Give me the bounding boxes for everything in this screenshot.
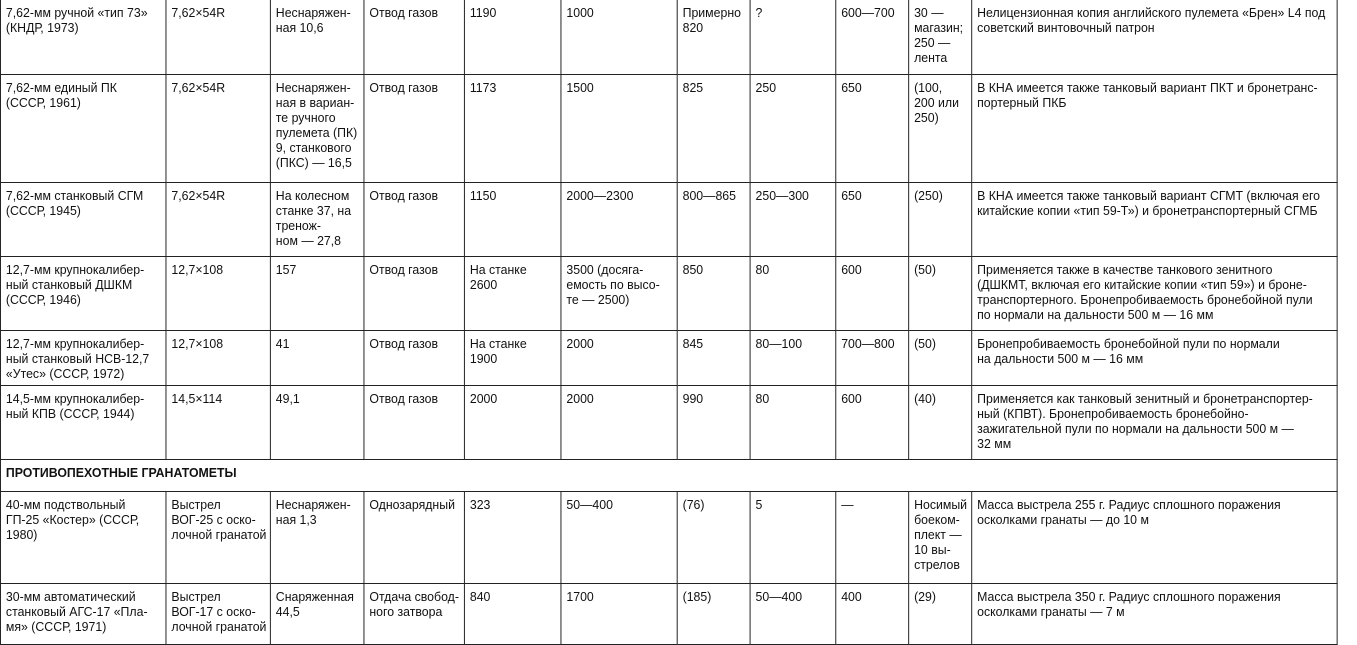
cell-caliber: 12,7×108 [166,330,270,385]
cell-notes: Применяется также в качестве танкового зенитного (ДШКМТ, включая его китайские копии «тип 59») и броне- транспортерного. Бронепробиваемость бронебойной пули по нормали на дальности 500 м — 16 мм [972,256,1337,330]
cell-length: На станке 1900 [464,330,561,385]
cell-length: 1150 [464,182,561,256]
cell-name: 12,7-мм крупнокалибер- ный станковый ДШКМ (СССР, 1946) [0,256,165,330]
cell-rate-technical: 400 [836,583,909,644]
cell-velocity: 825 [677,74,750,182]
table-row [0,256,1337,330]
table-row [0,330,1337,385]
cell-length: 323 [464,491,561,583]
cell-mass: Снаряженная 44,5 [270,583,364,644]
cell-rate-technical: 600—700 [836,0,909,74]
cell-name: 14,5-мм крупнокалибер- ный КПВ (СССР, 1944) [0,385,165,459]
cell-rate-practical: 80 [750,256,836,330]
cell-velocity: (76) [677,491,750,583]
cell-velocity: 850 [677,256,750,330]
cell-range: 2000 [561,330,677,385]
cell-rate-practical: 250 [750,74,836,182]
cell-name: 7,62-мм ручной «тип 73» (КНДР, 1973) [0,0,165,74]
cell-notes: Нелицензионная копия английского пулемета «Брен» L4 под советский винтовочный патрон [972,0,1337,74]
cell-velocity: 800—865 [677,182,750,256]
cell-length: На станке 2600 [464,256,561,330]
cell-ammo: (100, 200 или 250) [909,74,972,182]
cell-rate-practical: 250—300 [750,182,836,256]
cell-length: 1173 [464,74,561,182]
cell-length: 2000 [464,385,561,459]
table-row [0,182,1337,256]
cell-velocity: Примерно 820 [677,0,750,74]
cell-range: 3500 (досяга- емость по высо- те — 2500) [561,256,677,330]
cell-notes: Бронепробиваемость бронебойной пули по нормали на дальности 500 м — 16 мм [972,330,1337,385]
cell-ammo: (50) [909,330,972,385]
cell-range: 1000 [561,0,677,74]
cell-rate-practical: 80—100 [750,330,836,385]
cell-mechanism: Отдача свобод- ного затвора [364,583,464,644]
cell-mass: Неснаряжен- ная 1,3 [270,491,364,583]
table-row [0,491,1337,583]
cell-mass: 49,1 [270,385,364,459]
cell-mechanism: Отвод газов [364,0,464,74]
cell-name: 30-мм автоматический станковый АГС-17 «Пла- мя» (СССР, 1971) [0,583,165,644]
cell-ammo: (29) [909,583,972,644]
cell-ammo: (40) [909,385,972,459]
cell-mechanism: Отвод газов [364,385,464,459]
cell-rate-technical: 650 [836,182,909,256]
cell-mechanism: Однозарядный [364,491,464,583]
cell-caliber: 7,62×54R [166,0,270,74]
cell-velocity: (185) [677,583,750,644]
cell-notes: В КНА имеется также танковый вариант ПКТ и бронетранс- портерный ПКБ [972,74,1337,182]
cell-mass: 41 [270,330,364,385]
cell-mechanism: Отвод газов [364,74,464,182]
cell-range: 2000 [561,385,677,459]
cell-notes: Применяется как танковый зенитный и бронетранспортер- ный (КПВТ). Бронепробиваемость бронебойно- зажигательной пули по нормали на дальности 500 м — 32 мм [972,385,1337,459]
cell-caliber: Выстрел ВОГ-17 с оско- лочной гранатой [166,583,270,644]
cell-name: 7,62-мм единый ПК (СССР, 1961) [0,74,165,182]
cell-ammo: Носимый боеком- плект — 10 вы- стрелов [909,491,972,583]
cell-range: 2000—2300 [561,182,677,256]
cell-mechanism: Отвод газов [364,182,464,256]
cell-range: 1500 [561,74,677,182]
table-row [0,74,1337,182]
cell-mass: 157 [270,256,364,330]
cell-name: 40-мм подствольный ГП-25 «Костер» (СССР, 1980) [0,491,165,583]
cell-mass: На колесном станке 37, на тренож- ном — 27,8 [270,182,364,256]
cell-velocity: 845 [677,330,750,385]
table-row [0,583,1337,644]
cell-name: 12,7-мм крупнокалибер- ный станковый НСВ-12,7 «Утес» (СССР, 1972) [0,330,165,385]
cell-notes: Масса выстрела 350 г. Радиус сплошного поражения осколками гранаты — 7 м [972,583,1337,644]
cell-notes: В КНА имеется также танковый вариант СГМТ (включая его китайские копии «тип 59-Т») и бронетранспортерный СГМБ [972,182,1337,256]
cell-rate-technical: 650 [836,74,909,182]
cell-caliber: 12,7×108 [166,256,270,330]
section-title: ПРОТИВОПЕХОТНЫЕ ГРАНАТОМЕТЫ [0,459,1337,491]
table-row [0,385,1337,459]
cell-rate-practical: ? [750,0,836,74]
cell-range: 1700 [561,583,677,644]
cell-rate-practical: 5 [750,491,836,583]
cell-velocity: 990 [677,385,750,459]
cell-rate-technical: 600 [836,256,909,330]
cell-rate-practical: 50—400 [750,583,836,644]
cell-ammo: (50) [909,256,972,330]
cell-caliber: 7,62×54R [166,74,270,182]
cell-name: 7,62-мм станковый СГМ (СССР, 1945) [0,182,165,256]
section-header-row [0,459,1337,491]
cell-notes: Масса выстрела 255 г. Радиус сплошного поражения осколками гранаты — до 10 м [972,491,1337,583]
cell-mechanism: Отвод газов [364,330,464,385]
cell-mass: Неснаряжен- ная в вариан- те ручного пулемета (ПК) 9, станкового (ПКС) — 16,5 [270,74,364,182]
cell-caliber: 14,5×114 [166,385,270,459]
cell-length: 840 [464,583,561,644]
cell-mechanism: Отвод газов [364,256,464,330]
table-row [0,0,1337,74]
cell-caliber: Выстрел ВОГ-25 с оско- лочной гранатой [166,491,270,583]
cell-rate-technical: 600 [836,385,909,459]
cell-range: 50—400 [561,491,677,583]
cell-ammo: 30 — магазин; 250 — лента [909,0,972,74]
cell-rate-practical: 80 [750,385,836,459]
cell-ammo: (250) [909,182,972,256]
cell-rate-technical: — [836,491,909,583]
cell-mass: Неснаряжен- ная 10,6 [270,0,364,74]
cell-rate-technical: 700—800 [836,330,909,385]
cell-length: 1190 [464,0,561,74]
cell-caliber: 7,62×54R [166,182,270,256]
